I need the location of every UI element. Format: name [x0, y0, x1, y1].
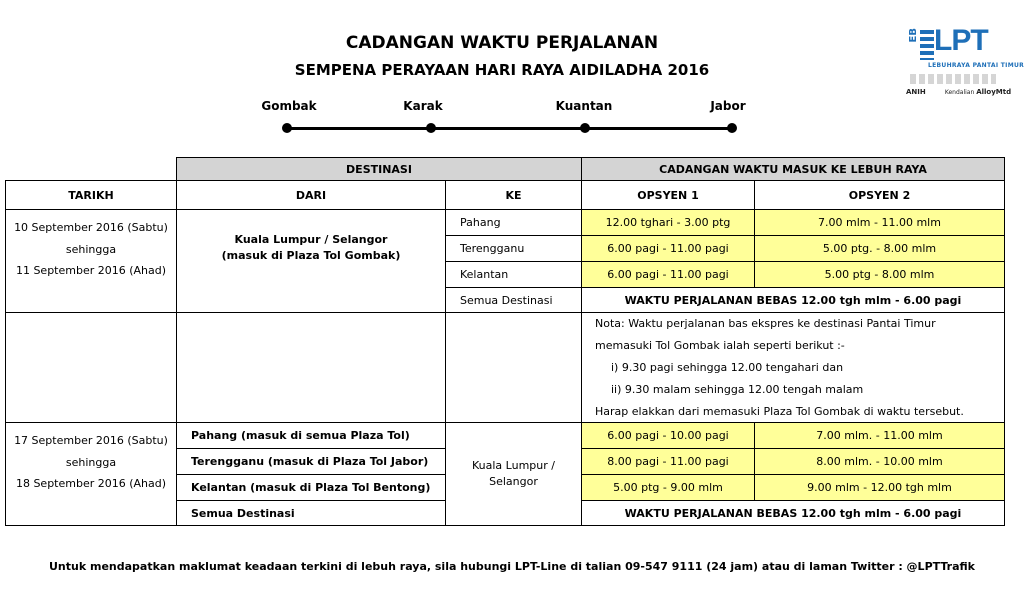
logo-subtitle: LEBUHRAYA PANTAI TIMUR — [928, 62, 1024, 69]
header-opsyen1: OPSYEN 1 — [581, 180, 755, 210]
route-label-jabor: Jabor — [710, 99, 746, 113]
group1-bebas: WAKTU PERJALANAN BEBAS 12.00 tgh mlm - 6.00 pagi — [581, 287, 1005, 313]
group1-op2-0: 7.00 mlm - 11.00 mlm — [754, 209, 1005, 236]
group2-ke-line1: Kuala Lumpur / — [472, 458, 555, 472]
nota-line5: Harap elakkan dari memasuki Plaza Tol Gombak di waktu tersebut. — [595, 404, 964, 418]
group1-op1-0: 12.00 tghari - 3.00 ptg — [581, 209, 755, 236]
group2-ke — [445, 422, 582, 526]
group2-op1-1: 8.00 pagi - 11.00 pagi — [581, 448, 755, 475]
group2-dari-2: Kelantan (masuk di Plaza Tol Bentong) — [176, 474, 446, 501]
group2-semua: Semua Destinasi — [176, 500, 446, 526]
group2-op1-0: 6.00 pagi - 10.00 pagi — [581, 422, 755, 449]
group1-dari-line1: Kuala Lumpur / Selangor — [234, 232, 388, 246]
group1-date-mid: sehingga — [65, 242, 117, 256]
route-label-gombak: Gombak — [261, 99, 317, 113]
group1-date — [5, 209, 177, 313]
nota-empty-tarikh — [5, 312, 177, 423]
group1-op2-2: 5.00 ptg - 8.00 mlm — [754, 261, 1005, 288]
logo-eb: EB — [908, 28, 919, 43]
group2-dari-1: Terengganu (masuk di Plaza Tol Jabor) — [176, 448, 446, 475]
nota-line3: i) 9.30 pagi sehingga 12.00 tengahari dan — [611, 360, 844, 374]
sponsor-alloy: AlloyMtd — [976, 88, 1012, 96]
group2-op1-2: 5.00 ptg - 9.00 mlm — [581, 474, 755, 501]
sponsor-anih: ANIH — [906, 88, 926, 96]
group2-date-to: 18 September 2016 (Ahad) — [15, 477, 167, 491]
header-destinasi: DESTINASI — [176, 157, 582, 181]
group1-op2-1: 5.00 ptg. - 8.00 mlm — [754, 235, 1005, 262]
group2-date — [5, 422, 177, 526]
nota-line4: ii) 9.30 malam sehingga 12.00 tengah malam — [611, 382, 864, 396]
group2-op2-1: 8.00 mlm. - 10.00 mlm — [754, 448, 1005, 475]
group2-bebas: WAKTU PERJALANAN BEBAS 12.00 tgh mlm - 6.00 pagi — [581, 500, 1005, 526]
nota-box — [581, 312, 1005, 423]
group1-date-from: 10 September 2016 (Sabtu) — [14, 221, 168, 235]
nota-empty-dari — [176, 312, 446, 423]
group1-ke-2: Kelantan — [445, 261, 582, 288]
group1-date-to: 11 September 2016 (Ahad) — [15, 264, 167, 278]
group2-dari-0: Pahang (masuk di semua Plaza Tol) — [176, 422, 446, 449]
nota-line1: Nota: Waktu perjalanan bas ekspres ke destinasi Pantai Timur — [595, 316, 936, 330]
group2-date-mid: sehingga — [65, 455, 117, 469]
header-cadangan: CADANGAN WAKTU MASUK KE LEBUH RAYA — [581, 157, 1005, 181]
group1-dari — [176, 209, 446, 313]
sponsor-kendalian: Kendalian — [944, 89, 975, 96]
header-ke: KE — [445, 180, 582, 210]
group1-semua: Semua Destinasi — [445, 287, 582, 313]
group2-date-from: 17 September 2016 (Sabtu) — [14, 434, 168, 448]
group1-op1-1: 6.00 pagi - 11.00 pagi — [581, 235, 755, 262]
page-subtitle: SEMPENA PERAYAAN HARI RAYA AIDILADHA 2016 — [294, 61, 710, 79]
route-label-kuantan: Kuantan — [555, 99, 613, 113]
header-dari: DARI — [176, 180, 446, 210]
page-title: CADANGAN WAKTU PERJALANAN — [345, 33, 659, 53]
header-tarikh: TARIKH — [5, 180, 177, 210]
group1-ke-0: Pahang — [445, 209, 582, 236]
header-opsyen2: OPSYEN 2 — [754, 180, 1005, 210]
nota-line2: memasuki Tol Gombak ialah seperti berikut :- — [595, 338, 845, 352]
group2-op2-2: 9.00 mlm - 12.00 tgh mlm — [754, 474, 1005, 501]
footer-contact: Untuk mendapatkan maklumat keadaan terkini di lebuh raya, sila hubungi LPT-Line di talian 09-547 9111 (24 jam) atau di laman Twitter : @LPTTrafik — [48, 560, 975, 573]
group2-ke-line2: Selangor — [489, 475, 538, 488]
group1-ke-1: Terengganu — [445, 235, 582, 262]
logo-name: LPT — [934, 24, 988, 57]
route-label-karak: Karak — [403, 99, 443, 113]
group2-op2-0: 7.00 mlm. - 11.00 mlm — [754, 422, 1005, 449]
group1-op1-2: 6.00 pagi - 11.00 pagi — [581, 261, 755, 288]
group1-dari-line2: (masuk di Plaza Tol Gombak) — [221, 249, 401, 262]
nota-empty-ke — [445, 312, 582, 423]
